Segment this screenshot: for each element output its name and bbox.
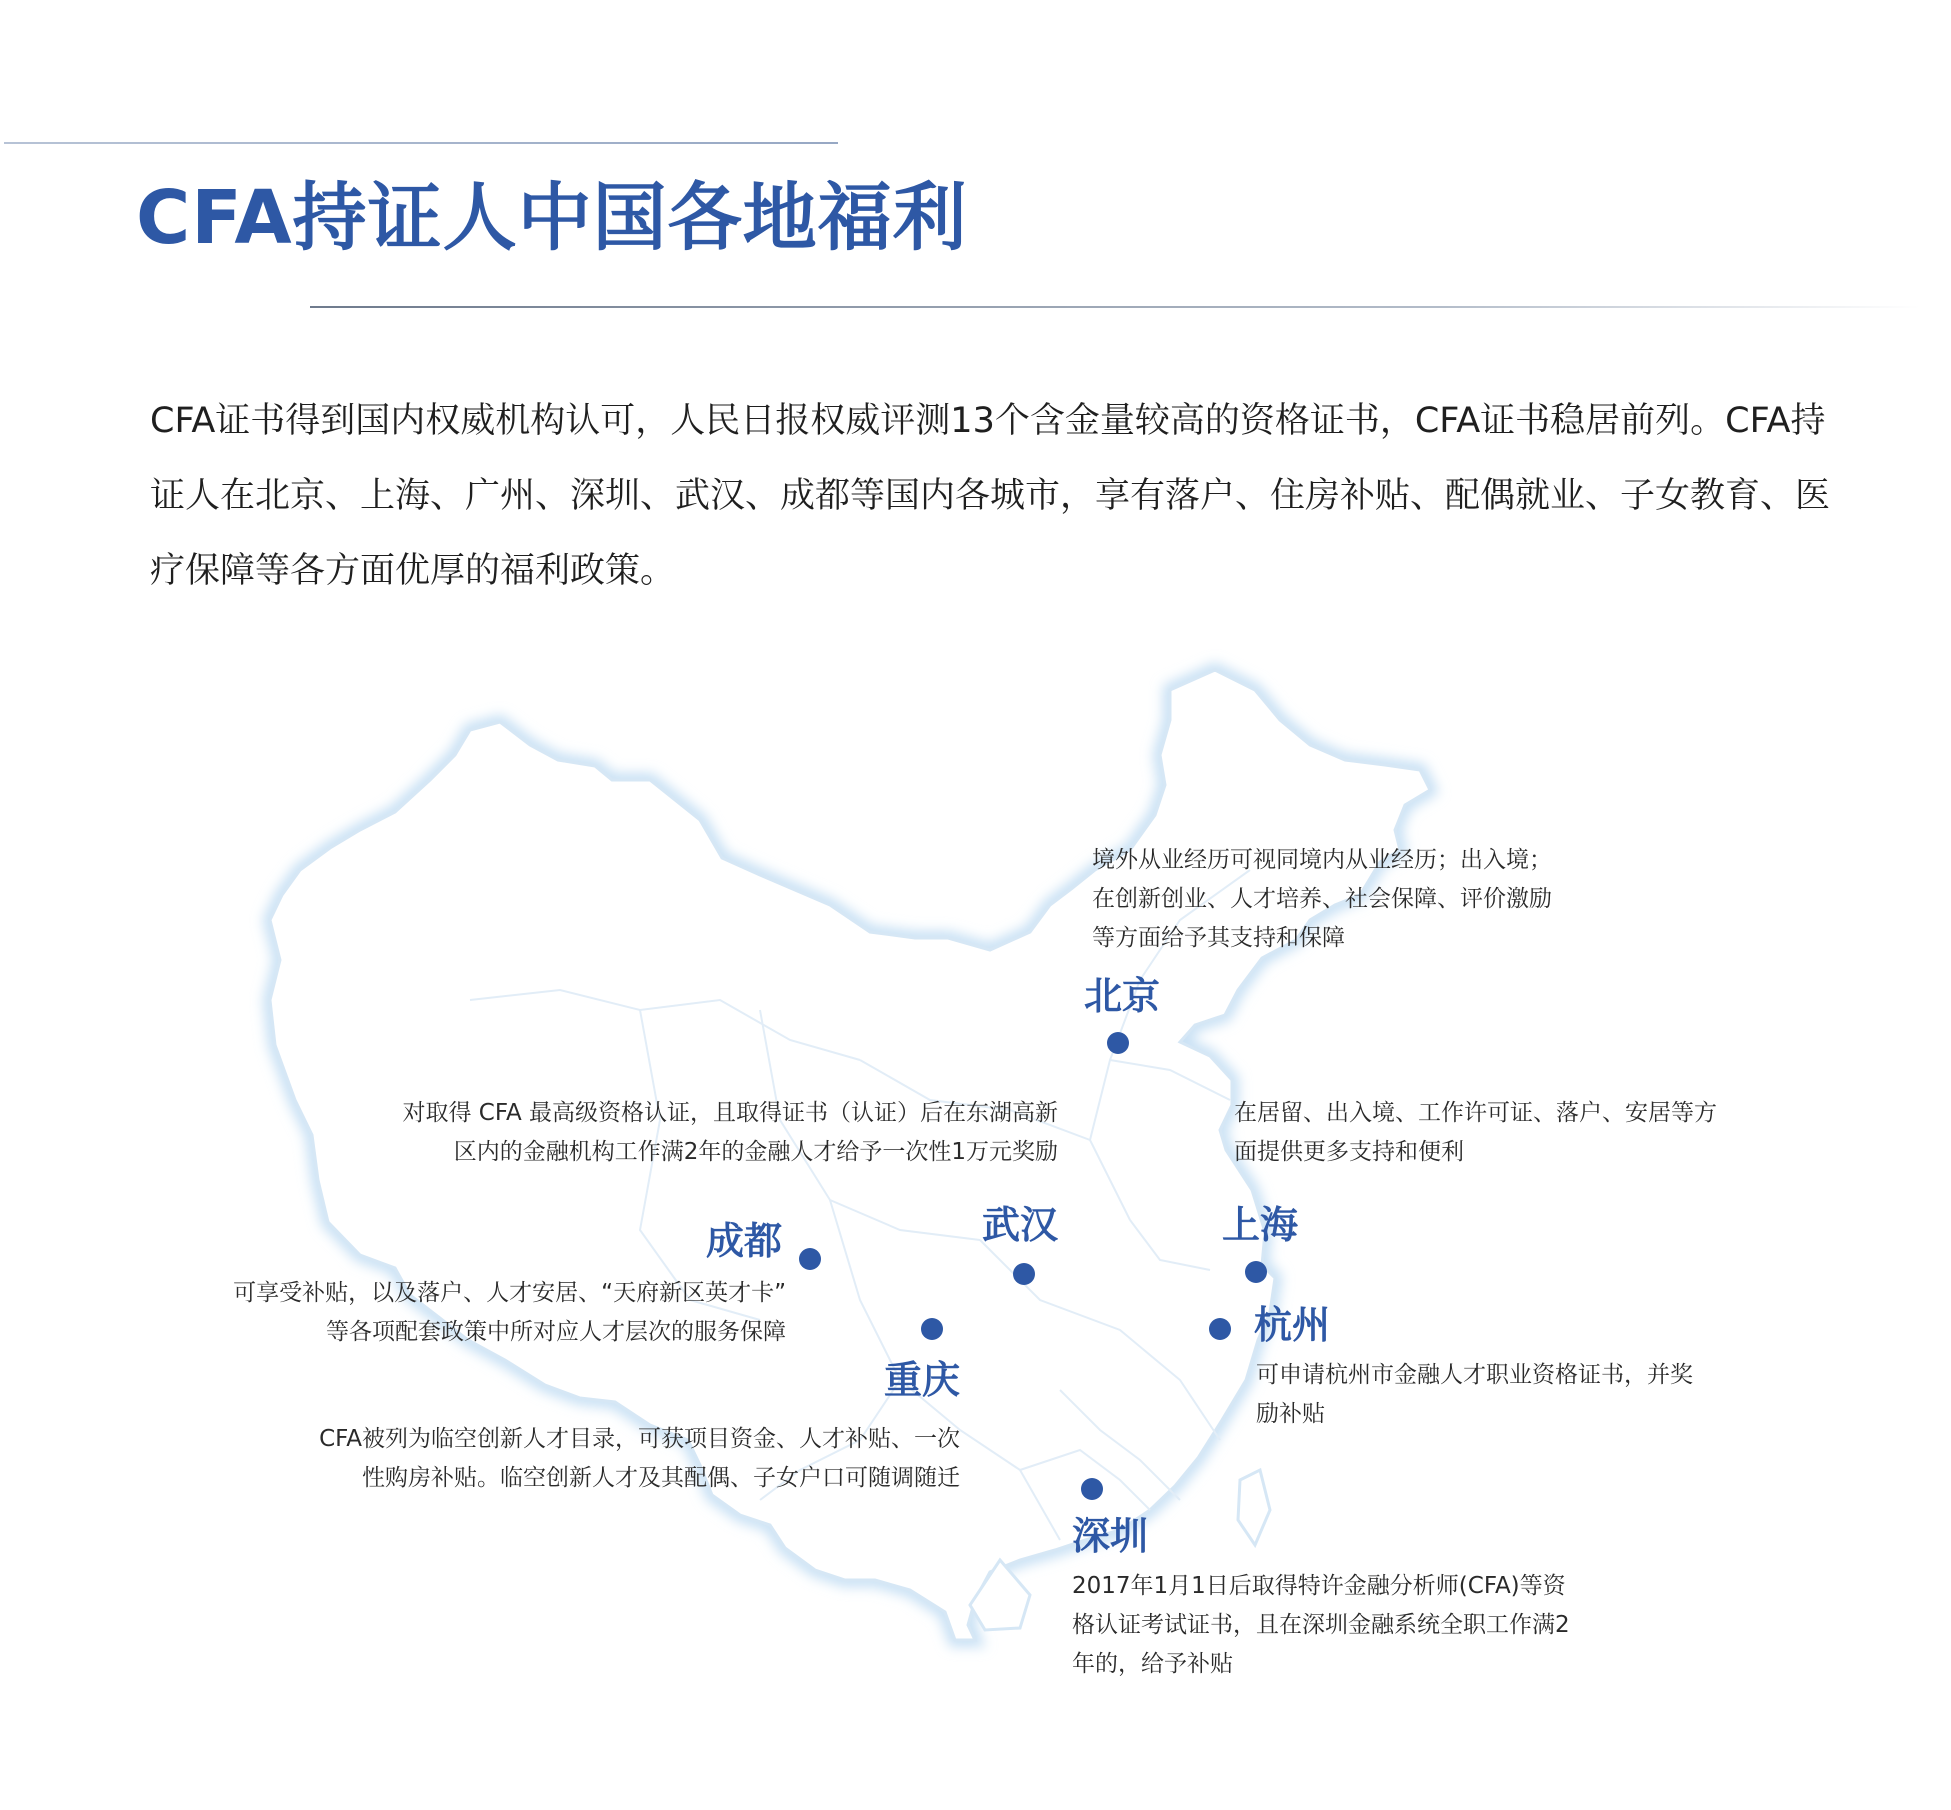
shenzhen-note-line: 格认证考试证书，且在深圳金融系统全职工作满2 [1072,1612,1570,1638]
chengdu-note-line: 等各项配套政策中所对应人才层次的服务保障 [326,1319,786,1345]
wuhan-note [320,1094,1058,1172]
chongqing-note [240,1420,960,1498]
chongqing-label: 重庆 [884,1358,961,1402]
shenzhen-label: 深圳 [1072,1514,1149,1558]
shanghai-note-line: 在居留、出入境、工作许可证、落户、安居等方 [1234,1100,1717,1126]
chengdu-label: 成都 [706,1219,783,1263]
chengdu-dot[interactable] [799,1248,821,1270]
shenzhen-note-line: 年的，给予补贴 [1072,1651,1233,1677]
hangzhou-note [1256,1356,1693,1434]
chengdu-note-line: 可享受补贴，以及落户、人才安居、“天府新区英才卡” [233,1280,786,1306]
shanghai-label: 上海 [1222,1203,1299,1247]
shanghai-dot[interactable] [1245,1261,1267,1283]
chongqing-dot[interactable] [921,1318,943,1340]
chengdu-note [140,1274,786,1352]
wuhan-label: 武汉 [982,1203,1059,1247]
wuhan-dot[interactable] [1013,1263,1035,1285]
beijing-dot[interactable] [1107,1032,1129,1054]
chongqing-note-line: CFA被列为临空创新人才目录，可获项目资金、人才补贴、一次 [319,1426,960,1452]
hangzhou-dot[interactable] [1209,1318,1231,1340]
hangzhou-label: 杭州 [1254,1303,1331,1347]
page-title: CFA持证人中国各地福利 [136,175,968,261]
hangzhou-note-line: 可申请杭州市金融人才职业资格证书，并奖 [1256,1362,1693,1388]
beijing-note-line: 等方面给予其支持和保障 [1092,925,1345,951]
chongqing-note-line: 性购房补贴。临空创新人才及其配偶、子女户口可随调随迁 [362,1465,960,1491]
shanghai-note-line: 面提供更多支持和便利 [1234,1139,1464,1165]
wuhan-note-line: 区内的金融机构工作满2年的金融人才给予一次性1万元奖励 [453,1139,1058,1165]
beijing-note-line: 在创新创业、人才培养、社会保障、评价激励 [1092,886,1552,912]
beijing-label: 北京 [1084,974,1161,1018]
beijing-note [1092,841,1552,958]
beijing-note-line: 境外从业经历可视同境内从业经历；出入境； [1092,847,1552,873]
shenzhen-dot[interactable] [1081,1478,1103,1500]
shenzhen-note [1072,1567,1570,1684]
intro-paragraph: CFA证书得到国内权威机构认可，人民日报权威评测13个含金量较高的资格证书，CFA证书稳居前列。CFA持证人在北京、上海、广州、深圳、武汉、成都等国内各城市，享有落户、住房补贴、配偶就业、子女教育、医疗保障等各方面优厚的福利政策。 [150,401,1831,591]
shanghai-note [1234,1094,1717,1172]
wuhan-note-line: 对取得 CFA 最高级资格认证，且取得证书（认证）后在东湖高新 [402,1100,1058,1126]
shenzhen-note-line: 2017年1月1日后取得特许金融分析师(CFA)等资 [1072,1573,1566,1599]
hangzhou-note-line: 励补贴 [1256,1401,1325,1427]
